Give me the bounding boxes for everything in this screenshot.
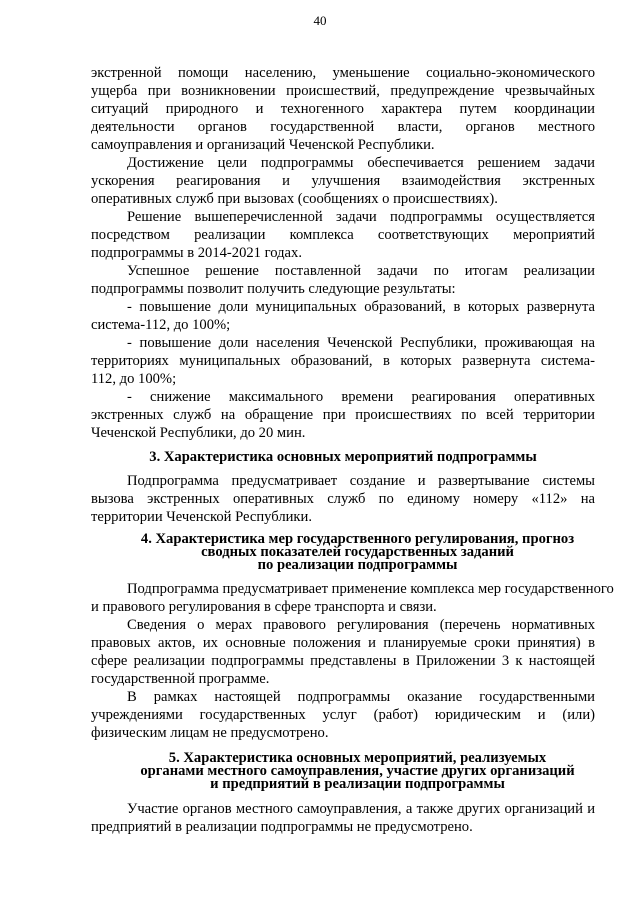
text-line: - повышение доли населения Чеченской Республики, проживающая на bbox=[127, 335, 595, 351]
text-line: правовых актов, их основные положения и планируемые сроки принятия) в bbox=[91, 635, 595, 651]
text-line: Участие органов местного самоуправления, а также других организаций и bbox=[127, 801, 595, 817]
paragraph-goal-continuation bbox=[91, 64, 595, 154]
text-line: Достижение цели подпрограммы обеспечивается решением задачи bbox=[127, 155, 595, 171]
text-line: 112, до 100%; bbox=[91, 371, 177, 387]
heading-line: и предприятий в реализации подпрограммы bbox=[210, 776, 505, 792]
page-number: 40 bbox=[313, 13, 327, 28]
text-line: - снижение максимального времени реагирования оперативных bbox=[127, 389, 595, 405]
text-line: Решение вышеперечисленной задачи подпрограммы осуществляется bbox=[127, 209, 595, 225]
text-line: посредством реализации комплекса соответствующих мероприятий bbox=[91, 227, 595, 243]
text-line: учреждениями государственных услуг (работ) юридическим и (или) bbox=[91, 707, 595, 723]
section-4-paragraph-3 bbox=[91, 688, 595, 742]
section-4-paragraph-2 bbox=[91, 616, 595, 688]
text-line: - повышение доли муниципальных образований, в которых развернута bbox=[127, 299, 595, 315]
text-line: деятельности органов государственной власти, органов местного bbox=[91, 119, 595, 135]
section-3-paragraph bbox=[91, 472, 595, 526]
paragraph-results-intro bbox=[91, 262, 595, 298]
heading-line: 3. Характеристика основных мероприятий подпрограммы bbox=[149, 449, 537, 465]
text-line: Сведения о мерах правового регулирования (перечень нормативных bbox=[127, 617, 595, 633]
text-line: экстренных служб на обращение при происшествиях по всей территории bbox=[91, 407, 595, 423]
result-item-municipal-share bbox=[91, 298, 595, 334]
text-line: оперативных служб при вызовах (сообщениях о происшествиях). bbox=[91, 191, 498, 207]
section-3-heading bbox=[91, 448, 595, 466]
text-line: территории Чеченской Республики. bbox=[91, 509, 312, 525]
text-line: подпрограммы в 2014-2021 годах. bbox=[91, 245, 302, 261]
text-line: ускорения реагирования и улучшения взаимодействия экстренных bbox=[91, 173, 595, 189]
section-5-heading bbox=[120, 752, 595, 791]
text-line: предприятий в реализации подпрограммы не предусмотрено. bbox=[91, 819, 473, 835]
heading-line: по реализации подпрограммы bbox=[257, 557, 458, 573]
text-line: физическим лицам не предусмотрено. bbox=[91, 725, 329, 741]
paragraph-task-solution bbox=[91, 208, 595, 262]
section-5-paragraph bbox=[91, 800, 595, 836]
text-line: Успешное решение поставленной задачи по итогам реализации bbox=[127, 263, 595, 279]
text-line: Чеченской Республики, до 20 мин. bbox=[91, 425, 306, 441]
text-line: подпрограммы позволит получить следующие результаты: bbox=[91, 281, 456, 297]
text-line: Подпрограмма предусматривает создание и развертывание системы bbox=[127, 473, 595, 489]
text-line: Подпрограмма предусматривает применение комплекса мер государственного bbox=[127, 581, 614, 597]
text-line: и правового регулирования в сфере транспорта и связи. bbox=[91, 599, 437, 615]
heading-line: сводных показателей государственных заданий bbox=[201, 544, 514, 560]
text-line: В рамках настоящей подпрограммы оказание государственными bbox=[127, 689, 595, 705]
heading-line: органами местного самоуправления, участие других организаций bbox=[140, 763, 575, 779]
heading-line: 4. Характеристика мер государственного регулирования, прогноз bbox=[140, 531, 575, 547]
text-line: сфере реализации подпрограммы представлены в Приложении 3 к настоящей bbox=[91, 653, 595, 669]
text-line: самоуправления и организаций Чеченской Республики. bbox=[91, 137, 435, 153]
result-item-response-time bbox=[91, 388, 595, 442]
text-line: территориях муниципальных образований, в которых развернута система- bbox=[91, 353, 595, 369]
text-line: система-112, до 100%; bbox=[91, 317, 231, 333]
result-item-population-share bbox=[91, 334, 595, 388]
text-line: вызова экстренных оперативных служб по единому номеру «112» на bbox=[91, 491, 595, 507]
paragraph-goal-achievement bbox=[91, 154, 595, 208]
text-line: ущерба при возникновении происшествий, предупреждение чрезвычайных bbox=[91, 83, 595, 99]
text-line: экстренной помощи населению, уменьшение социально-экономического bbox=[91, 65, 595, 81]
text-line: государственной программе. bbox=[91, 671, 270, 687]
heading-line: 5. Характеристика основных мероприятий, реализуемых bbox=[168, 750, 547, 766]
section-4-heading bbox=[120, 533, 595, 572]
text-line: ситуаций природного и техногенного характера путем координации bbox=[91, 101, 595, 117]
section-4-paragraph-1 bbox=[91, 580, 614, 616]
